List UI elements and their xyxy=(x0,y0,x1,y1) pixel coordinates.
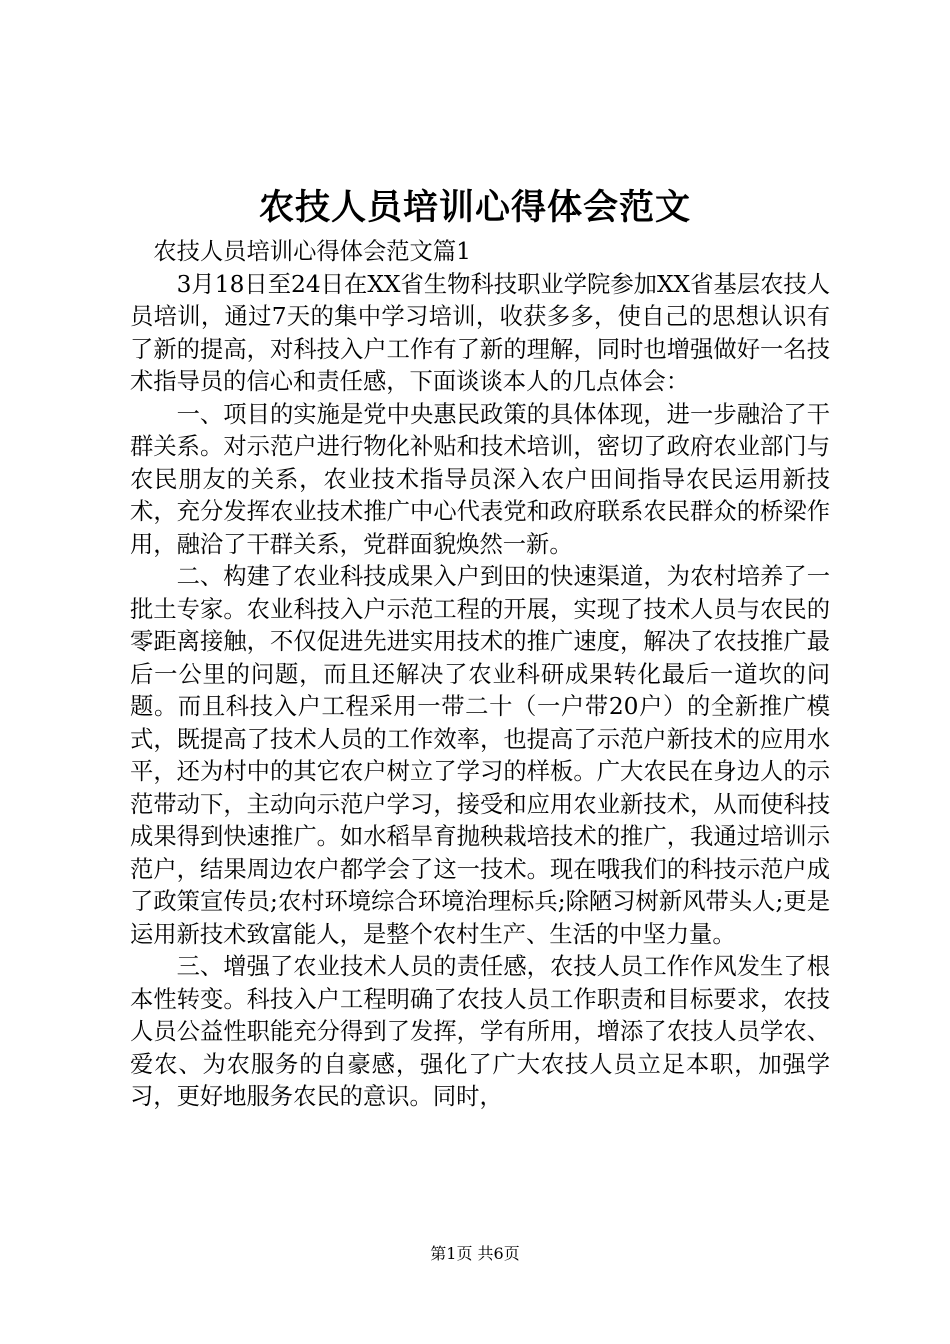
paragraph-point-3: 三、增强了农业技术人员的责任感，农技人员工作作风发生了根本性转变。科技入户工程明确了农技人员工作职责和目标要求，农技人员公益性职能充分得到了发挥，学有所用，增添了农技人员学农、爱农、为农服务的自豪感，强化了广大农技人员立足本职，加强学习，更好地服务农民的意识。同时， xyxy=(130,953,830,1110)
document-body xyxy=(130,236,830,1114)
page-number-footer: 第1页 共6页 xyxy=(430,1244,520,1263)
document-title: 农技人员培训心得体会范文 xyxy=(258,187,691,228)
paragraph-point-2: 二、构建了农业科技成果入户到田的快速渠道，为农村培养了一批土专家。农业科技入户示范工程的开展，实现了技术人员与农民的零距离接触，不仅促进先进实用技术的推广速度，解决了农技推广最后一公里的问题，而且还解决了农业科研成果转化最后一道坎的问题。而且科技入户工程采用一带二十（一户带20户）的全新推广模式，既提高了技术人员的工作效率，也提高了示范户新技术的应用水平，还为村中的其它农户树立了学习的样板。广大农民在身边人的示范带动下，主动向示范户学习，接受和应用农业新技术，从而使科技成果得到快速推广。如水稻旱育抛秧栽培技术的推广，我通过培训示范户，结果周边农户都学会了这一技术。现在哦我们的科技示范户成了政策宣传员;农村环境综合环境治理标兵;除陋习树新风带头人;更是运用新技术致富能人，是整个农村生产、生活的中坚力量。 xyxy=(130,563,830,948)
paragraph-intro: 3月18日至24日在XX省生物科技职业学院参加XX省基层农技人员培训，通过7天的集中学习培训，收获多多，使自己的思想认识有了新的提高，对科技入户工作有了新的理解，同时也增强做好一名技术指导员的信心和责任感，下面谈谈本人的几点体会： xyxy=(130,270,830,395)
section-subtitle: 农技人员培训心得体会范文篇1 xyxy=(153,238,471,265)
paragraph-point-1: 一、项目的实施是党中央惠民政策的具体体现，进一步融洽了干群关系。对示范户进行物化补贴和技术培训，密切了政府农业部门与农民朋友的关系，农业技术指导员深入农户田间指导农民运用新技术，充分发挥农业技术推广中心代表党和政府联系农民群众的桥梁作用，融洽了干群关系，党群面貌焕然一新。 xyxy=(130,400,830,558)
